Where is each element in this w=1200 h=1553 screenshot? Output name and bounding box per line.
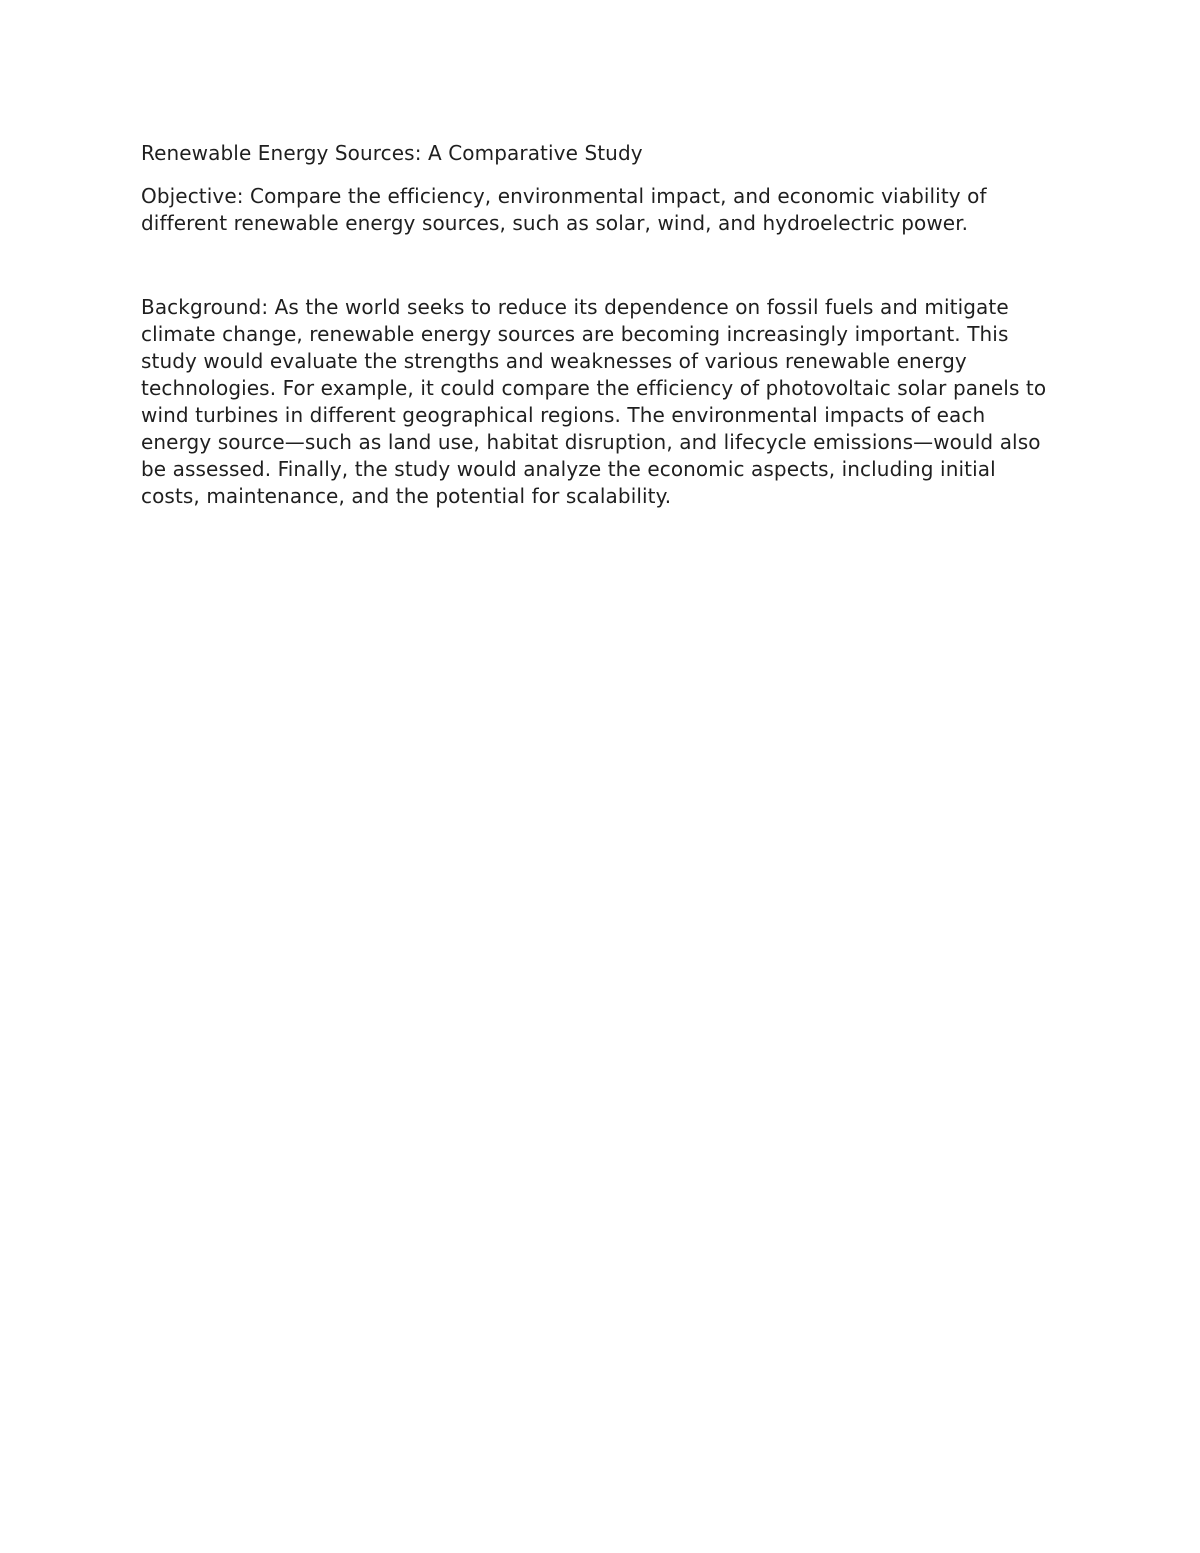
- document-body: [141, 138, 1061, 510]
- background-paragraph: Background: As the world seeks to reduce its dependence on fossil fuels and mitigate climate change, renewable energy sources are becoming increasingly important. This study would evaluate the strengths and weaknesses of various renewable energy technologies. For example, it could compare the efficiency of photovoltaic solar panels to wind turbines in different geographical regions. The environmental impacts of each energy source—such as land use, habitat disruption, and lifecycle emissions—would also be assessed. Finally, the study would analyze the economic aspects, including initial costs, maintenance, and the potential for scalability.: [141, 295, 1047, 508]
- document-title: Renewable Energy Sources: A Comparative Study: [141, 141, 643, 165]
- objective-paragraph: Objective: Compare the efficiency, environmental impact, and economic viability of different renewable energy sources, such as solar, wind, and hydroelectric power.: [141, 184, 987, 235]
